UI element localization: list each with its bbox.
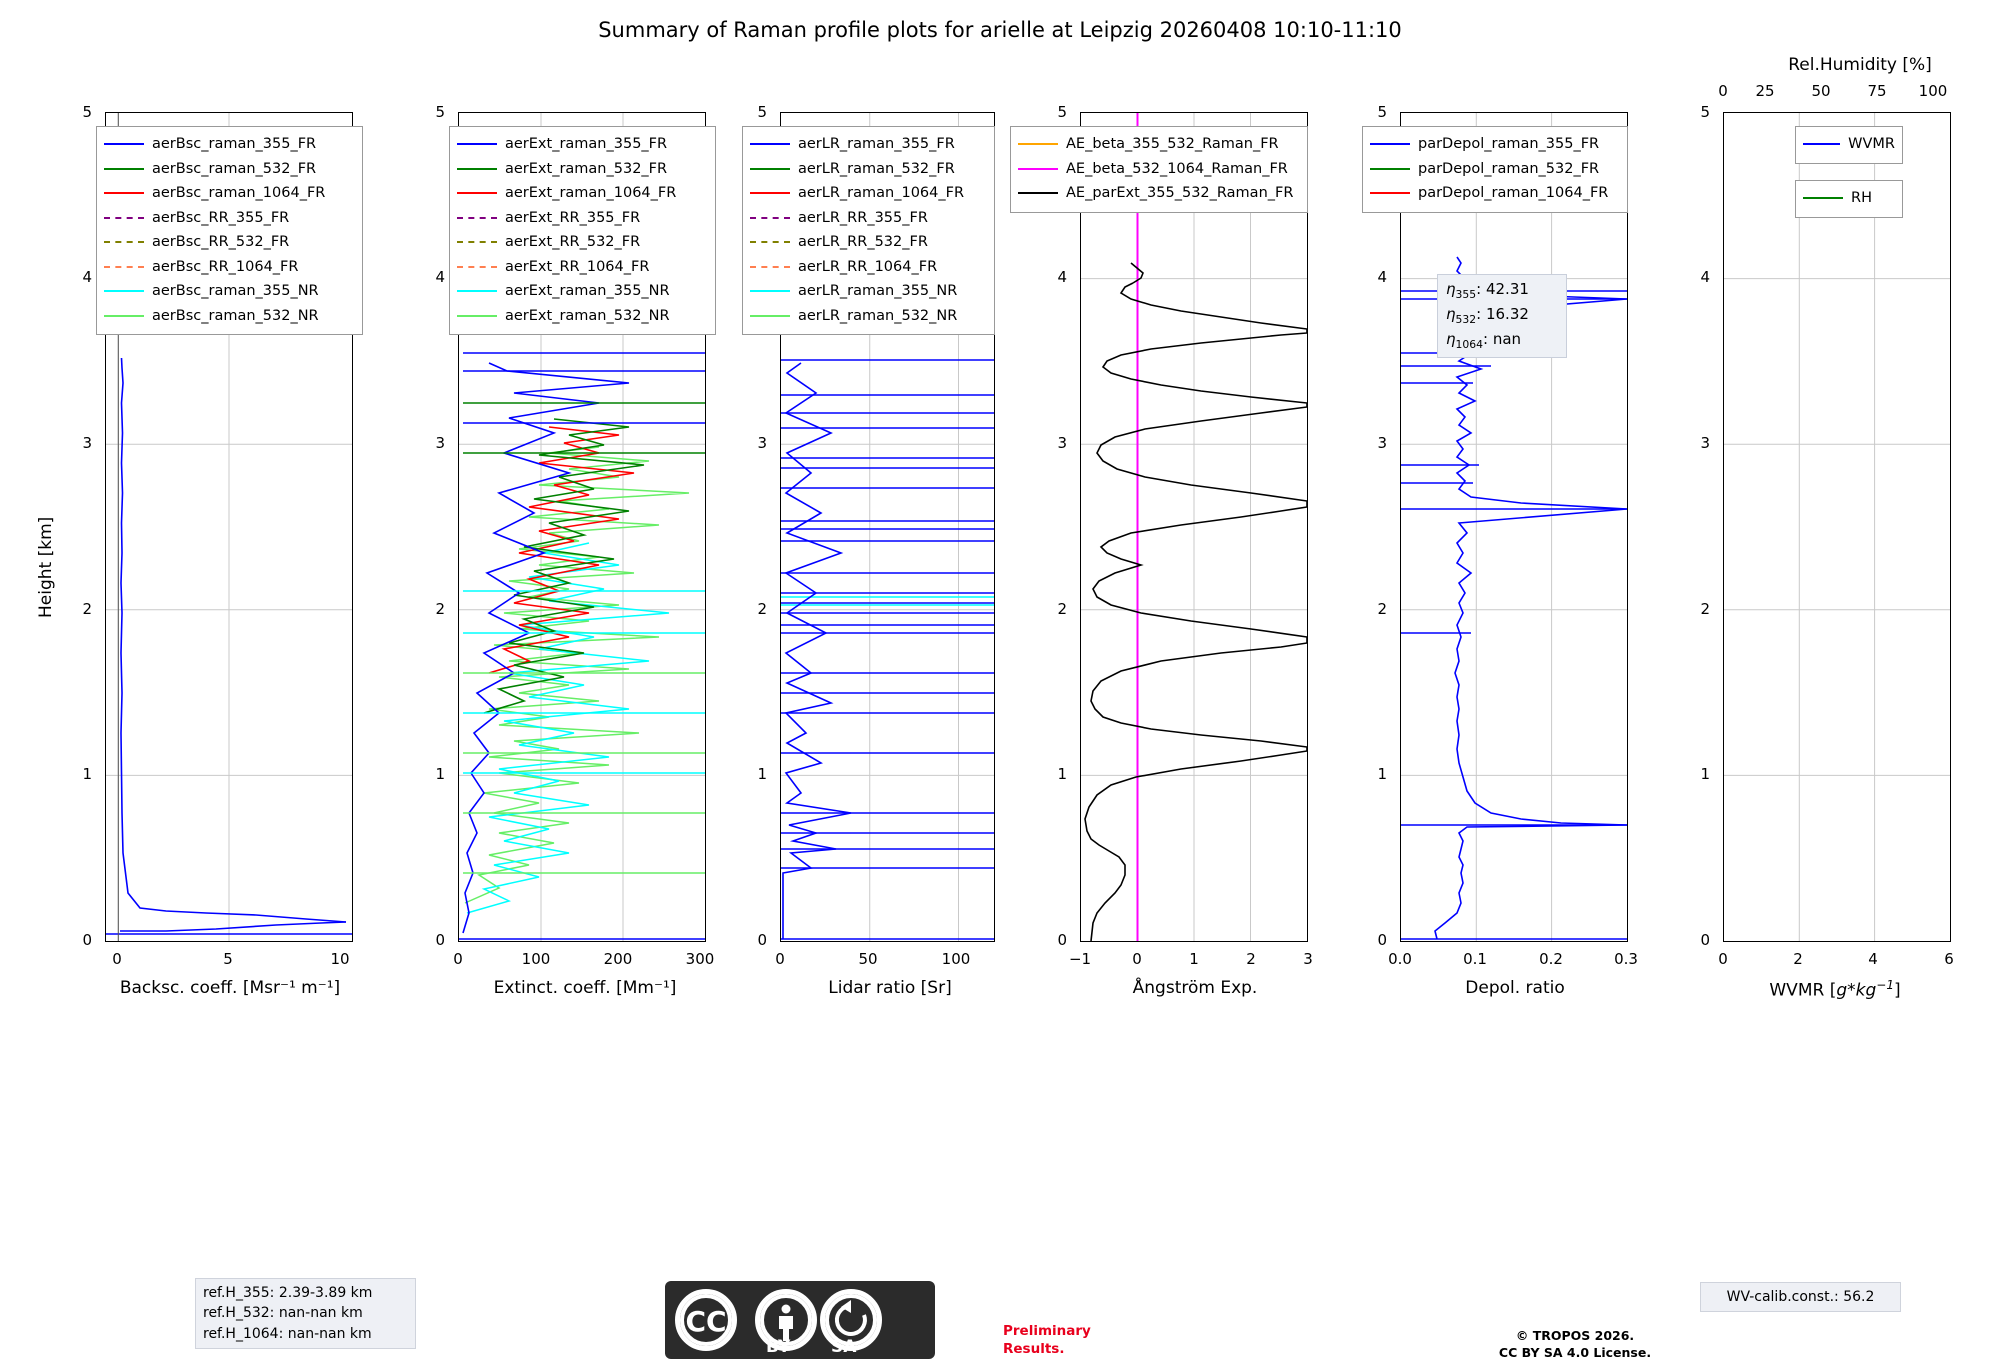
legend-swatch-ae-parext-355-532 xyxy=(1018,192,1058,194)
x-tick: 2 xyxy=(1793,950,1803,968)
tooltip-row-1064 xyxy=(1446,328,1558,353)
y-tick: 0 xyxy=(82,931,92,949)
x-tick-top: 0 xyxy=(1718,82,1728,100)
legend-label: aerLR_raman_1064_FR xyxy=(798,185,965,202)
legend-label: AE_beta_532_1064_Raman_FR xyxy=(1066,160,1288,177)
legend-item xyxy=(104,132,355,157)
x-tick: 0 xyxy=(112,950,122,968)
legend-item xyxy=(750,255,987,280)
legend-angstrom xyxy=(1010,126,1308,213)
page-title: Summary of Raman profile plots for arielle at Leipzig 20260408 10:10-11:10 xyxy=(598,18,1402,42)
legend-label: aerExt_RR_1064_FR xyxy=(505,258,650,275)
legend-depolarization xyxy=(1362,126,1628,213)
x-tick: −1 xyxy=(1068,950,1092,968)
legend-item xyxy=(457,132,708,157)
legend-label: aerLR_RR_1064_FR xyxy=(798,258,938,275)
y-tick: 5 xyxy=(1377,103,1387,121)
legend-swatch-aerlr-raman-1064-fr xyxy=(750,192,790,194)
legend-swatch-aerlr-raman-532-nr xyxy=(750,315,790,317)
y-tick: 3 xyxy=(435,434,445,452)
x-tick: 0.0 xyxy=(1388,950,1412,968)
x-tick: 0 xyxy=(775,950,785,968)
legend-label: aerExt_raman_532_FR xyxy=(505,160,668,177)
y-tick: 0 xyxy=(435,931,445,949)
tooltip-value-1064: nan xyxy=(1492,330,1522,349)
preliminary-line-2: Results. xyxy=(1003,1341,1065,1358)
legend-item xyxy=(457,304,708,329)
x-axis-label-top-rh: Rel.Humidity [%] xyxy=(1788,55,1932,75)
y-tick: 1 xyxy=(1057,765,1067,783)
legend-label: aerLR_RR_355_FR xyxy=(798,209,928,226)
x-tick-top: 50 xyxy=(1811,82,1831,100)
x-tick-top: 25 xyxy=(1755,82,1775,100)
legend-item xyxy=(750,132,987,157)
legend-item xyxy=(104,181,355,206)
legend-item xyxy=(104,255,355,280)
legend-item xyxy=(1370,181,1620,206)
legend-label: WVMR xyxy=(1848,136,1895,153)
y-tick: 5 xyxy=(435,103,445,121)
legend-item xyxy=(750,279,987,304)
y-tick: 4 xyxy=(1057,268,1067,286)
tooltip-row-532 xyxy=(1446,303,1558,328)
legend-swatch-aerbsc-raman-355-nr xyxy=(104,290,144,292)
legend-swatch-aerbsc-raman-355-fr xyxy=(104,143,144,145)
legend-label: aerExt_raman_532_NR xyxy=(505,307,670,324)
legend-item xyxy=(750,181,987,206)
y-tick: 2 xyxy=(82,600,92,618)
y-tick: 0 xyxy=(1377,931,1387,949)
y-tick: 3 xyxy=(757,434,767,452)
x-tick-top: 75 xyxy=(1867,82,1887,100)
plot-area-angstrom xyxy=(1080,112,1308,942)
svg-text:CC: CC xyxy=(685,1305,727,1338)
legend-item xyxy=(457,255,708,280)
legend-item xyxy=(457,181,708,206)
legend-rh xyxy=(1795,180,1903,218)
x-tick: 3 xyxy=(1303,950,1313,968)
y-tick: 3 xyxy=(1057,434,1067,452)
y-axis-label: Height [km] xyxy=(36,516,56,618)
y-tick: 3 xyxy=(82,434,92,452)
cc-sa-label: SA xyxy=(831,1337,857,1357)
x-axis-label-depolarization: Depol. ratio xyxy=(1465,978,1565,998)
legend-swatch-pardepol-raman-1064-fr xyxy=(1370,192,1410,194)
y-tick: 1 xyxy=(1377,765,1387,783)
legend-swatch-aerbsc-raman-1064-fr xyxy=(104,192,144,194)
legend-label: AE_parExt_355_532_Raman_FR xyxy=(1066,185,1294,202)
legend-item xyxy=(750,206,987,231)
tooltip-eta-532: $\eta_{532}$: xyxy=(1446,305,1482,327)
legend-swatch-aerbsc-raman-532-fr xyxy=(104,168,144,170)
cc-by-label: BY xyxy=(766,1337,791,1357)
legend-item xyxy=(104,279,355,304)
ref-height-532: ref.H_532: nan-nan km xyxy=(203,1305,363,1322)
legend-swatch-aerbsc-raman-532-nr xyxy=(104,315,144,317)
x-tick: 5 xyxy=(223,950,233,968)
legend-swatch-ae-beta-355-532 xyxy=(1018,143,1058,145)
y-tick: 4 xyxy=(435,268,445,286)
x-axis-label-wvmr: WVMR $[g*kg^{-1}]$ xyxy=(1769,978,1901,1001)
preliminary-notice xyxy=(1003,1322,1123,1358)
legend-label: aerBsc_RR_532_FR xyxy=(152,234,290,251)
x-tick: 0.1 xyxy=(1463,950,1487,968)
y-tick: 2 xyxy=(1377,600,1387,618)
copyright-line-2: CC BY SA 4.0 License. xyxy=(1498,1344,1652,1360)
x-tick: 200 xyxy=(603,950,633,968)
x-tick: 10 xyxy=(330,950,350,968)
y-tick: 1 xyxy=(757,765,767,783)
legend-label: aerExt_RR_532_FR xyxy=(505,234,641,251)
legend-label: aerLR_raman_532_NR xyxy=(798,307,958,324)
tooltip-value-532: 16.32 xyxy=(1485,305,1529,324)
tooltip-eta-1064: $\eta_{1064}$: xyxy=(1446,330,1489,352)
legend-item xyxy=(457,279,708,304)
legend-item xyxy=(750,230,987,255)
tooltip-eta-355: $\eta_{355}$: xyxy=(1446,280,1482,301)
legend-swatch-aerlr-rr-355-fr xyxy=(750,217,790,219)
y-tick: 5 xyxy=(1700,103,1710,121)
preliminary-line-1: Preliminary xyxy=(1003,1323,1091,1339)
y-tick: 2 xyxy=(435,600,445,618)
x-tick: 0.2 xyxy=(1539,950,1563,968)
legend-label: AE_beta_355_532_Raman_FR xyxy=(1066,136,1279,153)
cc-icon xyxy=(675,1289,737,1351)
legend-label: aerBsc_RR_1064_FR xyxy=(152,258,299,275)
legend-swatch-aerbsc-rr-532-fr xyxy=(104,241,144,243)
creative-commons-badge xyxy=(665,1281,935,1359)
legend-label: aerExt_raman_355_FR xyxy=(505,136,668,153)
legend-label: aerLR_raman_532_FR xyxy=(798,160,955,177)
legend-swatch-aerbsc-rr-1064-fr xyxy=(104,266,144,268)
legend-swatch-ae-beta-532-1064 xyxy=(1018,168,1058,170)
x-tick-top: 100 xyxy=(1918,82,1948,100)
wv-calib-value: WV-calib.const.: 56.2 xyxy=(1726,1289,1875,1305)
y-tick: 1 xyxy=(1700,765,1710,783)
x-tick: 4 xyxy=(1868,950,1878,968)
legend-item xyxy=(750,304,987,329)
legend-item xyxy=(457,157,708,182)
plot-area-wvmr-rh xyxy=(1723,112,1951,942)
wvmr-exponent: −1 xyxy=(1876,978,1894,992)
legend-swatch-aerext-raman-355-nr xyxy=(457,290,497,292)
y-tick: 2 xyxy=(1057,600,1067,618)
legend-label: RH xyxy=(1851,190,1872,207)
legend-label: aerExt_raman_355_NR xyxy=(505,283,670,300)
value-tooltip xyxy=(1437,274,1567,358)
x-tick: 100 xyxy=(941,950,971,968)
x-axis-label-angstrom: Ångström Exp. xyxy=(1132,978,1258,998)
legend-item xyxy=(1018,181,1300,206)
legend-label: aerLR_raman_355_FR xyxy=(798,136,955,153)
y-tick: 3 xyxy=(1700,434,1710,452)
legend-swatch-pardepol-raman-532-fr xyxy=(1370,168,1410,170)
y-tick: 5 xyxy=(1057,103,1067,121)
legend-item xyxy=(1803,186,1895,211)
legend-swatch-aerext-raman-532-nr xyxy=(457,315,497,317)
plot-area-depolarization xyxy=(1400,112,1628,942)
legend-item xyxy=(104,157,355,182)
y-tick: 3 xyxy=(1377,434,1387,452)
legend-swatch-aerlr-rr-532-fr xyxy=(750,241,790,243)
legend-swatch-aerext-raman-355-fr xyxy=(457,143,497,145)
y-tick: 1 xyxy=(435,765,445,783)
legend-label: aerExt_RR_355_FR xyxy=(505,209,641,226)
legend-label: aerBsc_raman_355_NR xyxy=(152,283,319,300)
legend-label: aerBsc_raman_532_NR xyxy=(152,307,319,324)
wvmr-label-text: WVMR [ xyxy=(1769,980,1837,1001)
y-tick: 5 xyxy=(757,103,767,121)
x-tick: 1 xyxy=(1189,950,1199,968)
x-tick: 0 xyxy=(1132,950,1142,968)
legend-item xyxy=(457,206,708,231)
legend-lidar-ratio xyxy=(742,126,995,335)
y-tick: 2 xyxy=(757,600,767,618)
x-tick: 300 xyxy=(685,950,715,968)
wvmr-units: g*kg xyxy=(1836,980,1877,1001)
legend-swatch-pardepol-raman-355-fr xyxy=(1370,143,1410,145)
y-tick: 4 xyxy=(82,268,92,286)
legend-label: aerBsc_raman_532_FR xyxy=(152,160,317,177)
legend-backscatter xyxy=(96,126,363,335)
legend-label: aerBsc_RR_355_FR xyxy=(152,209,290,226)
legend-item xyxy=(104,230,355,255)
legend-swatch-aerext-rr-532-fr xyxy=(457,241,497,243)
tooltip-value-355: 42.31 xyxy=(1485,280,1529,298)
legend-swatch-aerlr-raman-355-fr xyxy=(750,143,790,145)
legend-item xyxy=(104,206,355,231)
legend-item xyxy=(1370,132,1620,157)
x-axis-label-lidar-ratio: Lidar ratio [Sr] xyxy=(828,978,952,998)
x-tick: 6 xyxy=(1944,950,1954,968)
legend-item xyxy=(1018,157,1300,182)
legend-item xyxy=(104,304,355,329)
ref-height-355: ref.H_355: 2.39-3.89 km xyxy=(203,1285,373,1301)
y-tick: 4 xyxy=(1377,268,1387,286)
legend-item xyxy=(457,230,708,255)
legend-label: aerLR_raman_355_NR xyxy=(798,283,958,300)
legend-swatch-rh xyxy=(1803,197,1843,199)
legend-item xyxy=(1018,132,1300,157)
y-tick: 1 xyxy=(82,765,92,783)
x-tick: 0 xyxy=(1718,950,1728,968)
legend-swatch-aerlr-raman-532-fr xyxy=(750,168,790,170)
y-tick: 5 xyxy=(82,103,92,121)
legend-extinction xyxy=(449,126,716,335)
legend-label: aerLR_RR_532_FR xyxy=(798,234,928,251)
cc-bar xyxy=(665,1281,935,1359)
legend-swatch-aerext-raman-532-fr xyxy=(457,168,497,170)
y-tick: 0 xyxy=(1057,931,1067,949)
legend-swatch-aerext-rr-355-fr xyxy=(457,217,497,219)
copyright-line-1: © TROPOS 2026. xyxy=(1515,1328,1635,1343)
tooltip-row-355 xyxy=(1446,278,1558,303)
ref-height-1064: ref.H_1064: nan-nan km xyxy=(203,1325,372,1342)
y-tick: 2 xyxy=(1700,600,1710,618)
legend-item xyxy=(1803,132,1895,157)
x-tick: 100 xyxy=(521,950,551,968)
x-axis-label-backscatter: Backsc. coeff. [Msr⁻¹ m⁻¹] xyxy=(119,978,341,998)
wv-calib-box xyxy=(1700,1282,1901,1312)
x-tick: 0 xyxy=(453,950,463,968)
copyright-notice xyxy=(1455,1328,1695,1362)
x-tick: 2 xyxy=(1246,950,1256,968)
y-tick: 0 xyxy=(757,931,767,949)
x-axis-label-extinction: Extinct. coeff. [Mm⁻¹] xyxy=(493,978,677,998)
legend-item xyxy=(750,157,987,182)
legend-swatch-aerext-raman-1064-fr xyxy=(457,192,497,194)
legend-swatch-aerlr-rr-1064-fr xyxy=(750,266,790,268)
ref-height-box xyxy=(195,1278,416,1349)
legend-label: parDepol_raman_532_FR xyxy=(1418,160,1600,177)
legend-item xyxy=(1370,157,1620,182)
x-tick: 0.3 xyxy=(1614,950,1638,968)
legend-label: aerBsc_raman_355_FR xyxy=(152,136,317,153)
legend-swatch-aerbsc-rr-355-fr xyxy=(104,217,144,219)
legend-swatch-aerext-rr-1064-fr xyxy=(457,266,497,268)
legend-label: aerExt_raman_1064_FR xyxy=(505,185,677,202)
y-tick: 4 xyxy=(1700,268,1710,286)
legend-label: parDepol_raman_355_FR xyxy=(1418,136,1600,153)
legend-swatch-aerlr-raman-355-nr xyxy=(750,290,790,292)
legend-wvmr xyxy=(1795,126,1903,164)
legend-swatch-wvmr xyxy=(1803,143,1840,145)
legend-label: aerBsc_raman_1064_FR xyxy=(152,185,326,202)
x-tick: 50 xyxy=(858,950,878,968)
y-tick: 0 xyxy=(1700,931,1710,949)
legend-label: parDepol_raman_1064_FR xyxy=(1418,185,1609,202)
